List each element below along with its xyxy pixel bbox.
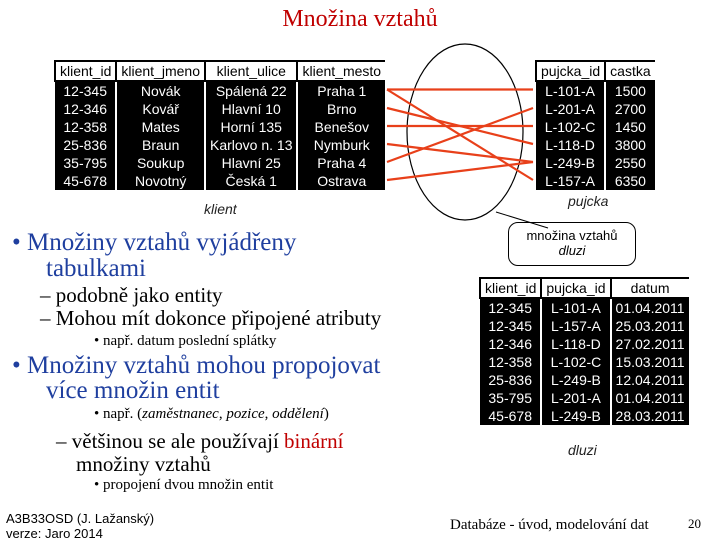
dluzi-header-0: klient_id <box>480 278 541 298</box>
table-cell: 45-678 <box>480 407 541 425</box>
table-cell: Praha 4 <box>317 155 367 171</box>
klient-caption: klient <box>204 201 237 217</box>
klient-table <box>54 60 385 190</box>
table-cell: 35-795 <box>480 389 541 407</box>
table-cell: 01.04.2011 <box>615 390 685 406</box>
table-cell: 12-358 <box>55 118 116 136</box>
bullet-2: • Množiny vztahů mohou propojovat <box>12 352 381 379</box>
link-lines <box>387 90 533 181</box>
table-row <box>55 81 385 100</box>
table-cell: L-249-B <box>541 371 610 389</box>
table-cell: 12.04.2011 <box>615 372 685 388</box>
table-cell: L-157-A <box>536 172 605 190</box>
table-cell: 1500 <box>614 83 646 99</box>
callout-subtitle: dluzi <box>558 243 586 258</box>
table-row <box>536 81 655 100</box>
table-cell: 6350 <box>614 173 646 189</box>
dluzi-header-1: pujcka_id <box>541 278 610 298</box>
table-cell: L-201-A <box>541 389 610 407</box>
table-row <box>536 136 655 154</box>
dluzi-header-2: datum <box>611 278 689 298</box>
pujcka-header-1: castka <box>605 61 654 81</box>
klient-header-2: klient_ulice <box>205 61 298 81</box>
table-row <box>480 317 689 335</box>
table-cell: 12-346 <box>55 100 116 118</box>
table-cell: Ostrava <box>317 173 367 189</box>
table-cell: 1450 <box>614 119 646 135</box>
bullet-2-note: • např. (zaměstnanec, pozice, oddělení) <box>94 406 329 422</box>
table-cell: L-101-A <box>541 298 610 317</box>
table-row <box>55 136 385 154</box>
bullet-2-line2: více množin entit <box>46 377 220 404</box>
bullet-1-sub-2: – Mohou mít dokonce připojené atributy <box>40 306 382 330</box>
link-line <box>387 162 533 180</box>
table-cell: Hlavní 10 <box>205 100 298 118</box>
table-cell: 2550 <box>614 155 646 171</box>
table-cell: Novák <box>116 81 205 100</box>
table-row <box>55 172 385 190</box>
table-cell: L-157-A <box>541 317 610 335</box>
table-cell: Novotný <box>116 172 205 190</box>
bullet-1-line1: Množiny vztahů vyjádřeny <box>27 229 297 256</box>
table-cell: 25-836 <box>480 371 541 389</box>
table-cell: Braun <box>116 136 205 154</box>
table-row <box>536 172 655 190</box>
table-cell: Nymburk <box>313 137 370 153</box>
table-cell: 12-358 <box>480 353 541 371</box>
klient-header-1: klient_jmeno <box>116 61 205 81</box>
table-row <box>480 353 689 371</box>
table-cell: Karlovo n. 13 <box>205 136 298 154</box>
table-cell: Horní 135 <box>205 118 298 136</box>
bullet-2-sub-1: – většinou se ale používají binární <box>56 429 344 453</box>
table-cell: 12-346 <box>480 335 541 353</box>
table-cell: 25.03.2011 <box>615 318 685 334</box>
table-cell: Kovář <box>116 100 205 118</box>
table-cell: 01.04.2011 <box>615 300 685 316</box>
callout-title: množina vztahů <box>526 228 618 243</box>
table-row <box>480 389 689 407</box>
table-cell: 2700 <box>614 101 646 117</box>
table-cell: L-249-B <box>541 407 610 425</box>
table-cell: 25-836 <box>55 136 116 154</box>
table-cell: Praha 1 <box>317 83 367 99</box>
table-cell: Benešov <box>314 119 370 135</box>
table-row <box>55 118 385 136</box>
table-cell: 27.02.2011 <box>615 336 685 352</box>
table-row <box>480 298 689 317</box>
table-cell: L-118-D <box>541 335 610 353</box>
table-row <box>536 100 655 118</box>
dluzi-caption: dluzi <box>568 442 597 458</box>
klient-header-0: klient_id <box>55 61 116 81</box>
bullet-1-line2: tabulkami <box>46 255 146 282</box>
bullet-1-sub-1: – podobně jako entity <box>40 283 223 307</box>
table-cell: L-101-A <box>536 81 605 100</box>
table-cell: 12-345 <box>480 317 541 335</box>
page-number: 20 <box>688 516 701 531</box>
slide-title: Množina vztahů <box>282 6 438 32</box>
table-cell: Brno <box>326 101 357 117</box>
pujcka-header-0: pujcka_id <box>536 61 605 81</box>
pujcka-caption: pujcka <box>568 193 609 209</box>
dluzi-callout <box>508 222 636 266</box>
pujcka-table <box>535 60 655 190</box>
footer-author: A3B33OSD (J. Lažanský) verze: Jaro 2014 <box>6 511 155 541</box>
table-cell: Mates <box>116 118 205 136</box>
bullet-2-sub-1-note: • propojení dvou množin entit <box>94 477 274 493</box>
table-row <box>536 118 655 136</box>
table-cell: Spálená 22 <box>205 81 298 100</box>
table-cell: Hlavní 25 <box>205 154 298 172</box>
table-cell: 35-795 <box>55 154 116 172</box>
bullet-2-line1: Množiny vztahů mohou propojovat <box>27 352 381 379</box>
footer-subject: Databáze - úvod, modelování dat <box>450 517 649 533</box>
table-cell: 12-345 <box>480 298 541 317</box>
table-cell: Soukup <box>116 154 205 172</box>
table-row <box>536 154 655 172</box>
table-cell: 15.03.2011 <box>615 354 685 370</box>
table-cell: L-102-C <box>541 353 610 371</box>
dluzi-table <box>479 277 689 425</box>
table-row <box>480 371 689 389</box>
klient-header-3: klient_mesto <box>297 61 385 81</box>
table-row <box>55 100 385 118</box>
table-row <box>55 154 385 172</box>
table-cell: 28.03.2011 <box>615 408 685 424</box>
table-cell: L-249-B <box>536 154 605 172</box>
table-cell: L-201-A <box>536 100 605 118</box>
table-cell: L-118-D <box>536 136 605 154</box>
bullet-1-sub-2-note: • např. datum poslední splátky <box>94 333 277 349</box>
table-cell: Česká 1 <box>205 172 298 190</box>
bullet-2-sub-1-line2: množiny vztahů <box>76 452 211 476</box>
bullet-1: • Množiny vztahů vyjádřeny <box>12 229 297 256</box>
table-cell: 12-345 <box>55 81 116 100</box>
table-cell: 3800 <box>614 137 646 153</box>
table-cell: L-102-C <box>536 118 605 136</box>
table-row <box>480 407 689 425</box>
table-cell: 45-678 <box>55 172 116 190</box>
table-row <box>480 335 689 353</box>
